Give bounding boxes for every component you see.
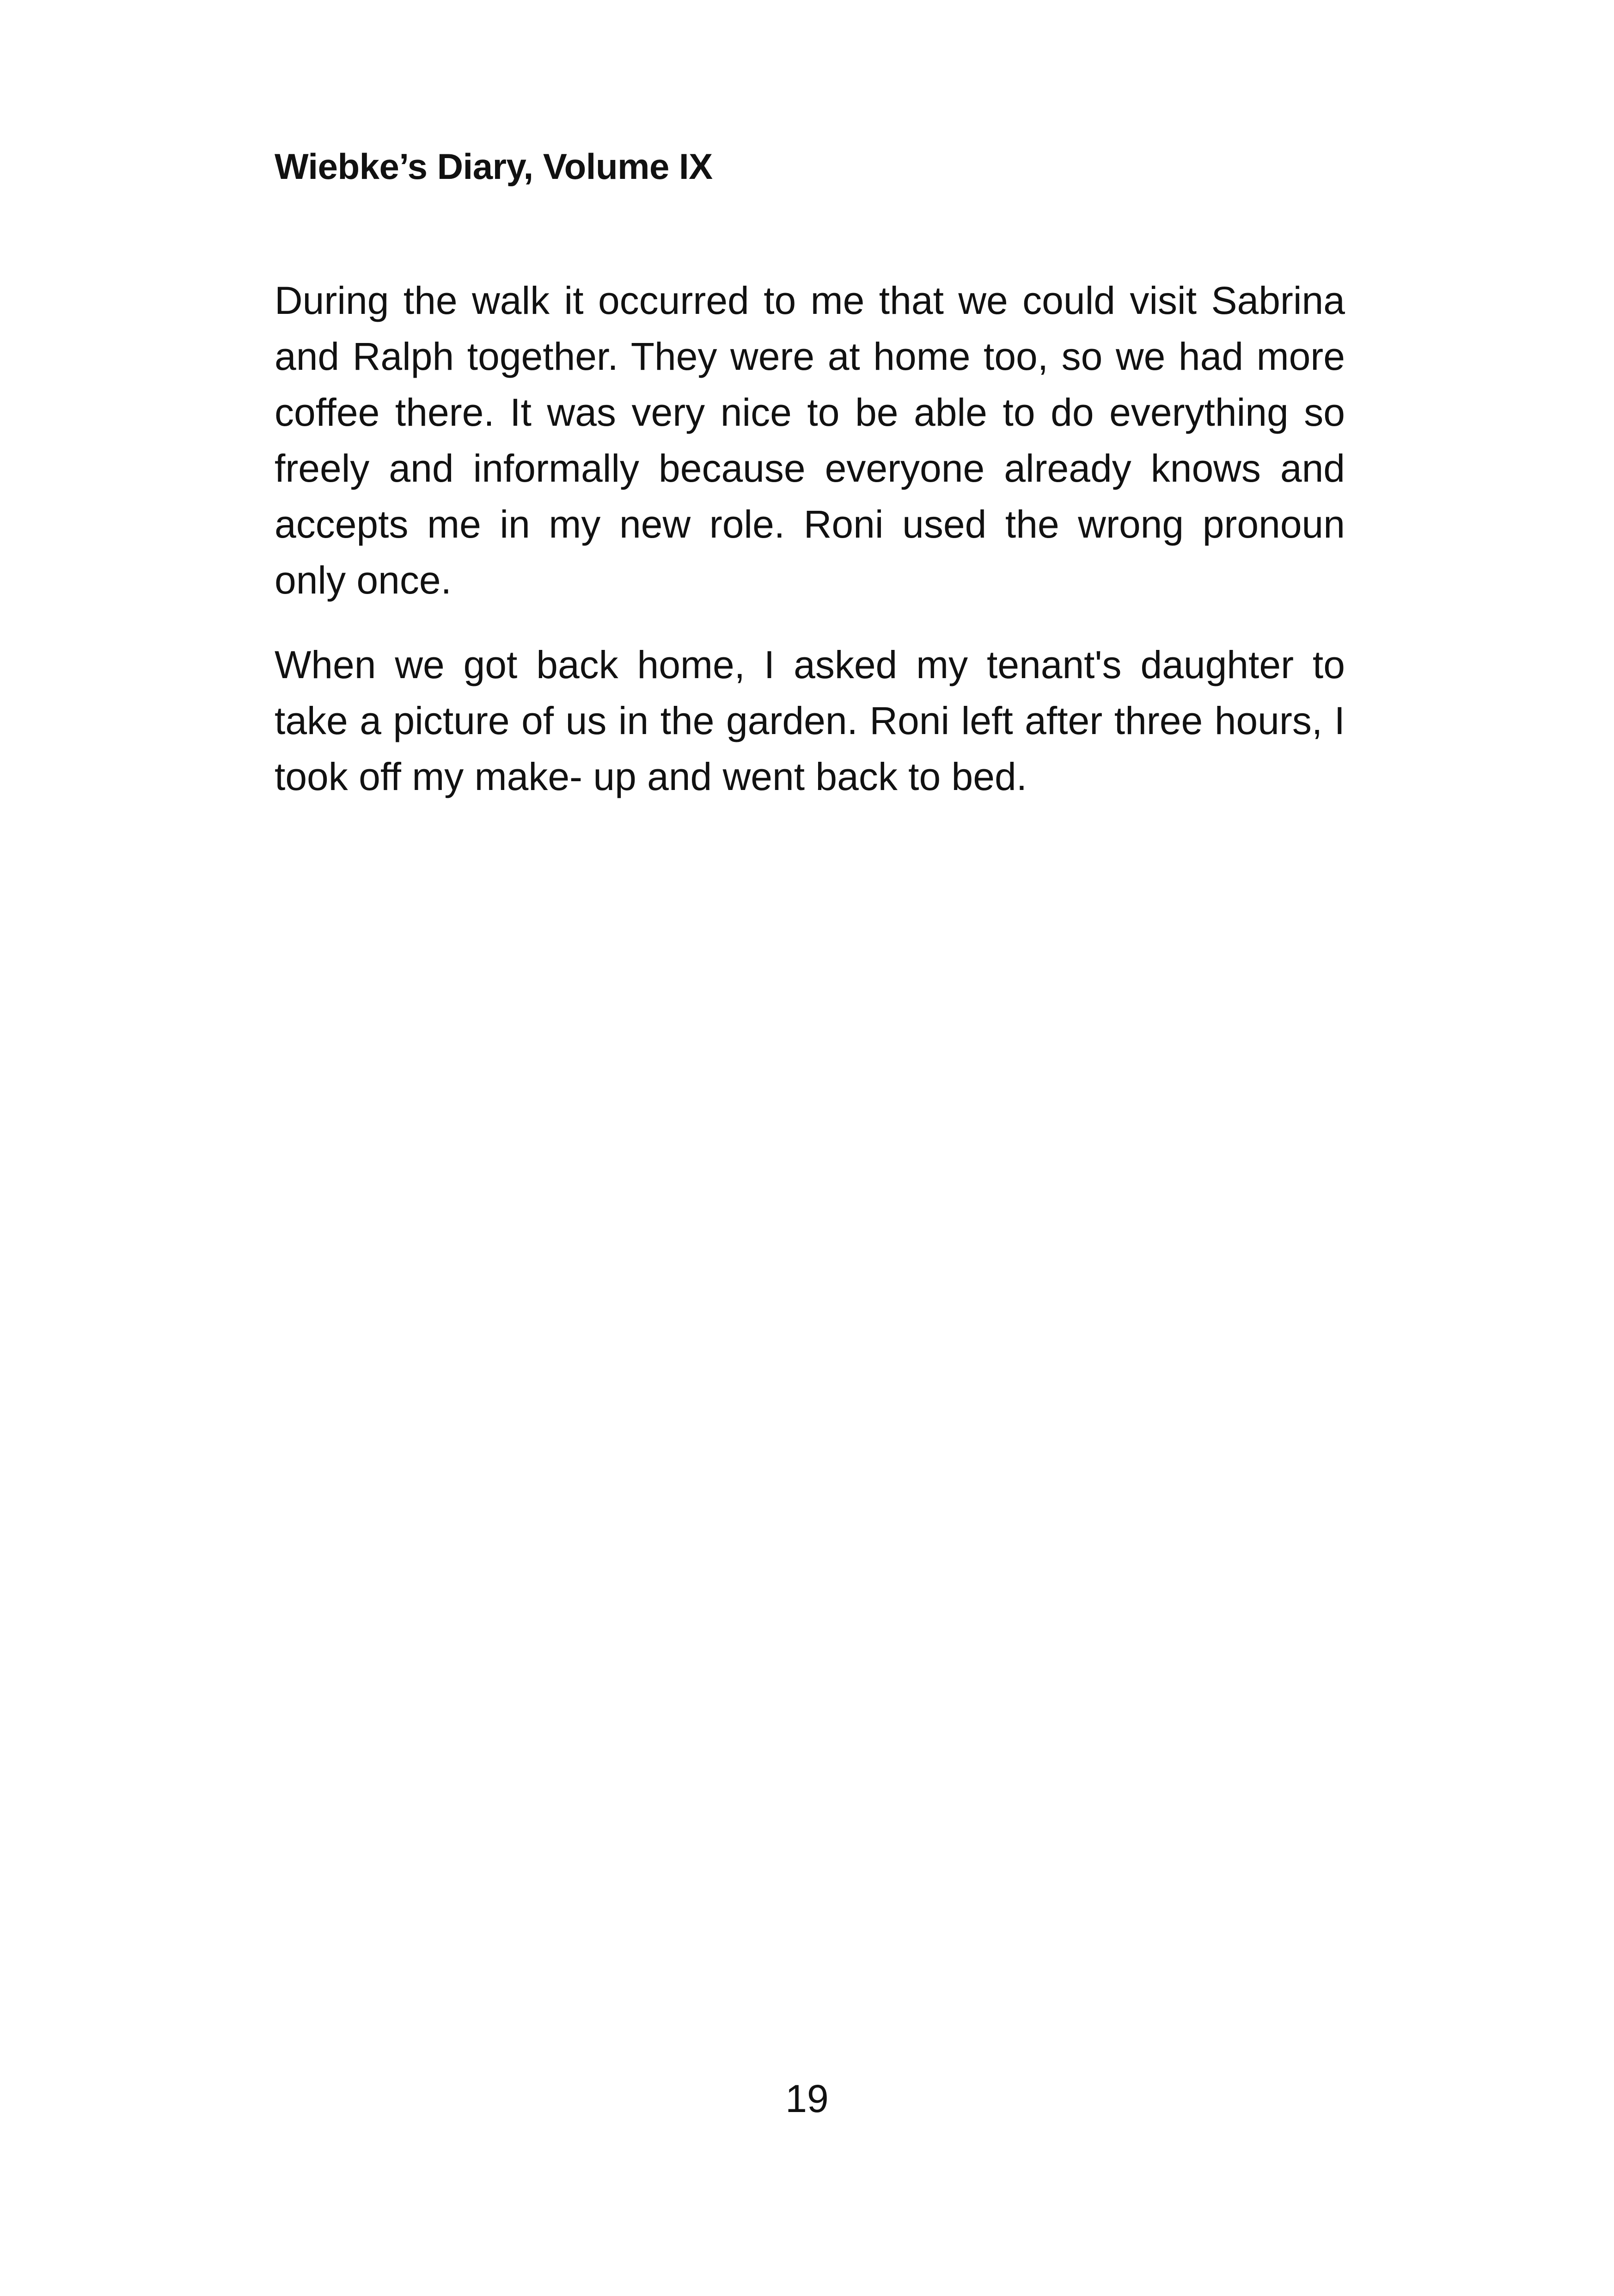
body-paragraph: When we got back home, I asked my tenant's daughter to take a picture of us in the garden. Roni left after three hours, I took off my make- up and went back to bed. bbox=[275, 643, 1345, 798]
page-content bbox=[275, 139, 1345, 805]
page-number: 19 bbox=[785, 2077, 829, 2120]
page-title: Wiebke’s Diary, Volume IX bbox=[275, 146, 713, 187]
body-paragraph: During the walk it occurred to me that we could visit Sabrina and Ralph together. They were at home too, so we had more coffee there. It was very nice to be able to do everything so freely and informally because everyone already knows and accepts me in my new role. Roni used the wrong pronoun only once. bbox=[275, 279, 1345, 602]
